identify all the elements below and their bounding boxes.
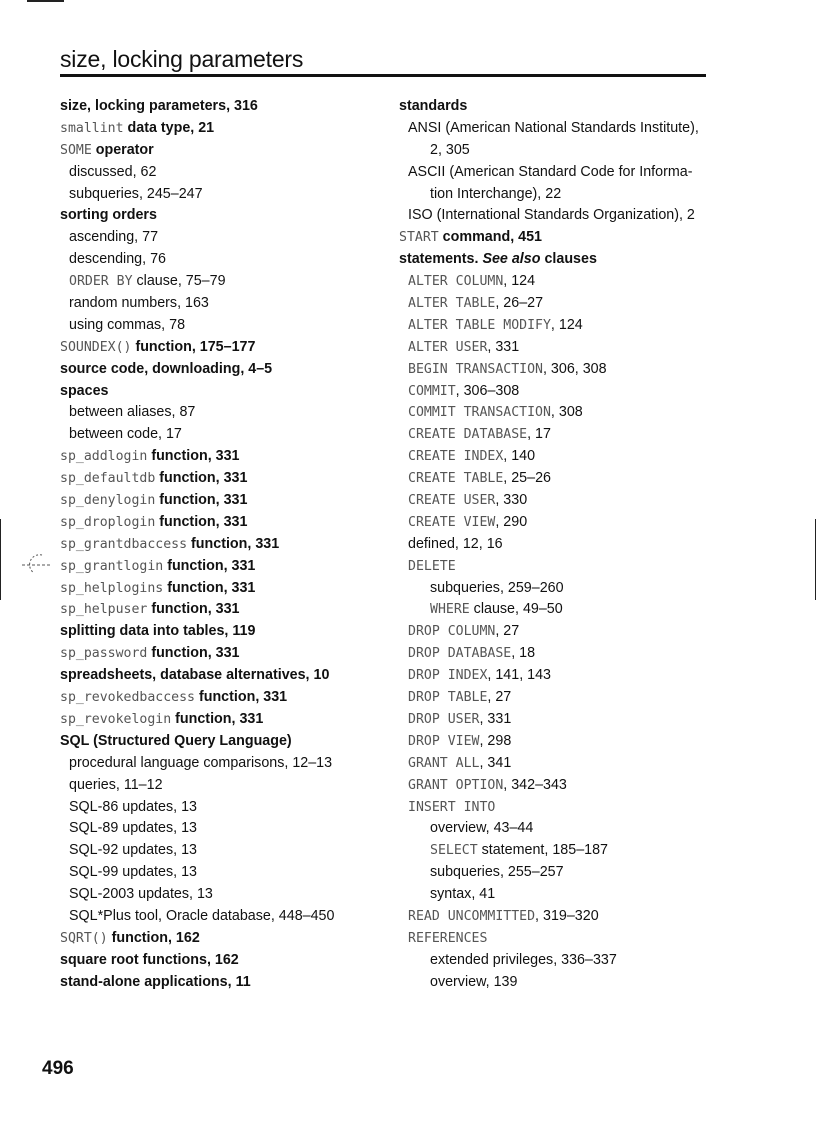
code-term: sp_defaultdb — [60, 471, 156, 487]
entry-text: , 341 — [479, 754, 512, 771]
entry-text: data type, 21 — [123, 119, 215, 136]
entry-text: SQL-86 updates, 13 — [69, 798, 197, 815]
index-entry — [60, 96, 390, 118]
code-term: COMMIT TRANSACTION — [408, 405, 551, 421]
entry-text: tion Interchange), 22 — [430, 185, 562, 202]
index-subentry — [60, 402, 390, 424]
entry-text: procedural language comparisons, 12–13 — [69, 754, 333, 771]
index-subentry — [60, 797, 390, 819]
index-subentry — [60, 315, 390, 337]
index-subentry — [399, 840, 729, 862]
entry-text: SQL (Structured Query Language) — [60, 732, 292, 749]
index-subentry — [60, 293, 390, 315]
code-term: DROP TABLE — [408, 690, 488, 706]
index-entry — [60, 950, 390, 972]
index-subentry — [399, 556, 729, 578]
entry-text: statements. — [399, 251, 483, 268]
entry-text: , 26–27 — [495, 295, 544, 312]
index-subentry — [399, 315, 729, 337]
index-subentry — [399, 184, 729, 206]
code-term: START — [399, 230, 439, 246]
index-subentry — [399, 950, 729, 972]
code-term: smallint — [60, 120, 124, 136]
entry-text: clauses — [540, 251, 597, 268]
entry-text: clause, 75–79 — [132, 273, 226, 290]
index-entry — [60, 621, 390, 643]
index-subentry — [399, 687, 729, 709]
code-term: ALTER TABLE MODIFY — [408, 317, 551, 333]
entry-text: operator — [91, 141, 154, 158]
entry-text: function, 331 — [187, 535, 280, 552]
index-subentry — [399, 578, 729, 600]
index-subentry — [399, 490, 729, 512]
entry-text: syntax, 41 — [430, 886, 496, 903]
header-rule — [60, 74, 706, 77]
code-term: CREATE DATABASE — [408, 427, 528, 443]
entry-text: , 306, 308 — [542, 360, 607, 377]
entry-text: function, 331 — [155, 492, 248, 509]
entry-text: SQL-99 updates, 13 — [69, 864, 197, 881]
code-term: SELECT — [430, 843, 478, 859]
index-entry — [60, 512, 390, 534]
index-subentry — [399, 709, 729, 731]
entry-text: function, 331 — [171, 710, 264, 727]
index-entry — [60, 709, 390, 731]
index-subentry — [399, 906, 729, 928]
running-head: size, locking parameters — [60, 46, 304, 72]
entry-text: function, 331 — [155, 470, 248, 487]
index-subentry — [399, 972, 729, 994]
code-term: sp_grantdbaccess — [60, 536, 188, 552]
entry-text: size, locking parameters, 316 — [60, 98, 258, 114]
code-term: SOUNDEX() — [60, 339, 132, 355]
index-column-right — [399, 96, 729, 994]
index-subentry — [399, 731, 729, 753]
index-subentry — [60, 884, 390, 906]
code-term: sp_addlogin — [60, 449, 148, 465]
entry-text: function, 175–177 — [131, 338, 256, 355]
entry-text: spreadsheets, database alternatives, 10 — [60, 667, 330, 684]
entry-text: function, 331 — [194, 689, 288, 706]
entry-text: spaces — [60, 382, 109, 399]
entry-text: SQL*Plus tool, Oracle database, 448–450 — [69, 907, 335, 924]
entry-text: splitting data into tables, 119 — [60, 623, 256, 640]
code-term: BEGIN TRANSACTION — [408, 361, 543, 377]
entry-text: , 140 — [503, 448, 536, 465]
code-term: ALTER TABLE — [408, 296, 496, 312]
index-subentry — [399, 621, 729, 643]
entry-text: clause, 49–50 — [469, 601, 563, 618]
entry-text: , 319–320 — [535, 907, 599, 924]
code-term: GRANT OPTION — [408, 777, 504, 793]
index-entry — [60, 687, 390, 709]
index-subentry — [399, 337, 729, 359]
index-entry — [60, 578, 390, 600]
entry-text: square root functions, 162 — [60, 951, 239, 968]
entry-text: function, 331 — [163, 557, 256, 574]
entry-text: SQL-2003 updates, 13 — [69, 886, 213, 903]
index-entry — [60, 381, 390, 403]
index-subentry — [60, 818, 390, 840]
entry-text: between aliases, 87 — [69, 404, 196, 421]
code-term: sp_password — [60, 646, 148, 662]
index-subentry — [399, 205, 729, 227]
index-subentry — [399, 381, 729, 403]
entry-text: between code, 17 — [69, 426, 182, 443]
index-subentry — [399, 359, 729, 381]
index-entry — [60, 599, 390, 621]
index-subentry — [399, 534, 729, 556]
left-crop-mark — [0, 519, 1, 600]
index-subentry — [399, 599, 729, 621]
code-term: GRANT ALL — [408, 755, 480, 771]
entry-text: function, 162 — [107, 929, 200, 946]
code-term: REFERENCES — [408, 930, 488, 946]
index-subentry — [399, 118, 729, 140]
code-term: sp_denylogin — [60, 493, 156, 509]
entry-text: overview, 139 — [430, 973, 518, 990]
entry-text: , 27 — [495, 623, 520, 640]
code-term: sp_droplogin — [60, 514, 156, 530]
code-term: COMMIT — [408, 383, 456, 399]
entry-text: discussed, 62 — [69, 163, 157, 180]
entry-text: subqueries, 255–257 — [430, 864, 564, 881]
entry-text: , 124 — [550, 316, 583, 333]
code-term: SQRT() — [60, 930, 108, 946]
entry-text: , 290 — [495, 513, 528, 530]
entry-text: , 331 — [479, 710, 512, 727]
code-term: sp_grantlogin — [60, 558, 164, 574]
index-entry — [60, 972, 390, 994]
index-entry — [399, 249, 729, 271]
index-entry — [399, 227, 729, 249]
index-subentry — [399, 797, 729, 819]
code-term: SOME — [60, 142, 92, 158]
entry-text: function, 331 — [147, 601, 240, 618]
index-subentry — [399, 424, 729, 446]
entry-text: source code, downloading, 4–5 — [60, 360, 273, 377]
code-term: CREATE USER — [408, 493, 496, 509]
entry-text: ISO (International Standards Organization), 2 — [408, 207, 695, 224]
index-subentry — [60, 906, 390, 928]
entry-text: , 298 — [479, 732, 512, 749]
entry-text: sorting orders — [60, 207, 157, 224]
entry-text: , 141, 143 — [487, 667, 552, 684]
entry-text: descending, 76 — [69, 251, 166, 268]
index-subentry — [399, 402, 729, 424]
code-term: DROP USER — [408, 711, 480, 727]
code-term: CREATE INDEX — [408, 449, 504, 465]
index-subentry — [399, 140, 729, 162]
entry-text: subqueries, 259–260 — [430, 579, 564, 596]
entry-text: SQL-89 updates, 13 — [69, 820, 197, 837]
entry-text: , 330 — [495, 492, 528, 509]
entry-text: , 27 — [487, 689, 512, 706]
index-subentry — [399, 271, 729, 293]
code-term: DROP DATABASE — [408, 646, 512, 662]
index-subentry — [60, 862, 390, 884]
index-entry — [60, 205, 390, 227]
index-subentry — [399, 512, 729, 534]
index-entry — [60, 468, 390, 490]
index-subentry — [399, 884, 729, 906]
index-entry — [60, 359, 390, 381]
index-subentry — [399, 775, 729, 797]
entry-text: , 124 — [503, 273, 536, 290]
index-subentry — [399, 665, 729, 687]
index-subentry — [399, 818, 729, 840]
index-subentry — [399, 753, 729, 775]
index-entry — [60, 337, 390, 359]
index-entry — [60, 556, 390, 578]
index-subentry — [399, 928, 729, 950]
code-term: ORDER BY — [69, 274, 133, 290]
entry-text: stand-alone applications, 11 — [60, 973, 251, 990]
index-subentry — [60, 184, 390, 206]
entry-text: standards — [399, 98, 468, 114]
entry-text: See also — [482, 251, 541, 268]
entry-text: ASCII (American Standard Code for Informa- — [408, 163, 693, 180]
code-term: DROP COLUMN — [408, 624, 496, 640]
code-term: ALTER COLUMN — [408, 274, 504, 290]
code-term: sp_helpuser — [60, 602, 148, 618]
entry-text: extended privileges, 336–337 — [430, 951, 617, 968]
entry-text: function, 331 — [147, 448, 240, 465]
entry-text: , 18 — [511, 645, 536, 662]
index-subentry — [399, 643, 729, 665]
index-subentry — [60, 227, 390, 249]
entry-text: statement, 185–187 — [477, 842, 608, 859]
code-term: DELETE — [408, 558, 456, 574]
code-term: WHERE — [430, 602, 470, 618]
entry-text: defined, 12, 16 — [408, 535, 503, 552]
index-entry — [60, 118, 390, 140]
code-term: sp_revokedbaccess — [60, 690, 195, 706]
entry-text: random numbers, 163 — [69, 295, 209, 312]
entry-text: function, 331 — [147, 645, 240, 662]
entry-text: SQL-92 updates, 13 — [69, 842, 197, 859]
entry-text: , 308 — [550, 404, 583, 421]
code-term: CREATE VIEW — [408, 514, 496, 530]
index-subentry — [399, 446, 729, 468]
entry-text: ANSI (American National Standards Institute), — [408, 119, 699, 136]
page-number: 496 — [42, 1058, 74, 1079]
index-subentry — [60, 271, 390, 293]
code-term: DROP INDEX — [408, 668, 488, 684]
index-entry — [60, 643, 390, 665]
index-entry — [60, 140, 390, 162]
index-entry — [60, 928, 390, 950]
index-column-left — [60, 96, 390, 994]
top-crop-rule — [27, 0, 64, 2]
index-entry — [60, 665, 390, 687]
index-subentry — [399, 293, 729, 315]
index-entry — [60, 731, 390, 753]
index-subentry — [60, 775, 390, 797]
index-subentry — [399, 468, 729, 490]
index-subentry — [60, 840, 390, 862]
entry-text: queries, 11–12 — [69, 776, 163, 793]
index-subentry — [399, 162, 729, 184]
entry-text: overview, 43–44 — [430, 820, 534, 837]
index-entry — [60, 446, 390, 468]
entry-text: , 306–308 — [455, 382, 520, 399]
entry-text: ascending, 77 — [69, 229, 159, 246]
code-term: sp_helplogins — [60, 580, 164, 596]
entry-text: , 342–343 — [503, 776, 567, 793]
index-entry — [60, 534, 390, 556]
entry-text: , 25–26 — [503, 470, 551, 487]
entry-text: function, 331 — [163, 579, 256, 596]
entry-text: , 331 — [487, 338, 520, 355]
code-term: sp_revokelogin — [60, 711, 172, 727]
entry-text: 2, 305 — [430, 141, 470, 158]
index-subentry — [60, 753, 390, 775]
entry-text: subqueries, 245–247 — [69, 185, 203, 202]
code-term: READ UNCOMMITTED — [408, 908, 536, 924]
index-entry — [399, 96, 729, 118]
entry-text: , 17 — [527, 426, 551, 443]
index-subentry — [399, 862, 729, 884]
index-subentry — [60, 162, 390, 184]
index-subentry — [60, 424, 390, 446]
code-term: CREATE TABLE — [408, 471, 504, 487]
entry-text: using commas, 78 — [69, 316, 186, 333]
code-term: ALTER USER — [408, 339, 488, 355]
code-term: INSERT INTO — [408, 799, 496, 815]
index-subentry — [60, 249, 390, 271]
entry-text: command, 451 — [438, 229, 542, 246]
registration-mark-icon — [22, 553, 52, 577]
entry-text: function, 331 — [155, 513, 248, 530]
code-term: DROP VIEW — [408, 733, 480, 749]
index-entry — [60, 490, 390, 512]
